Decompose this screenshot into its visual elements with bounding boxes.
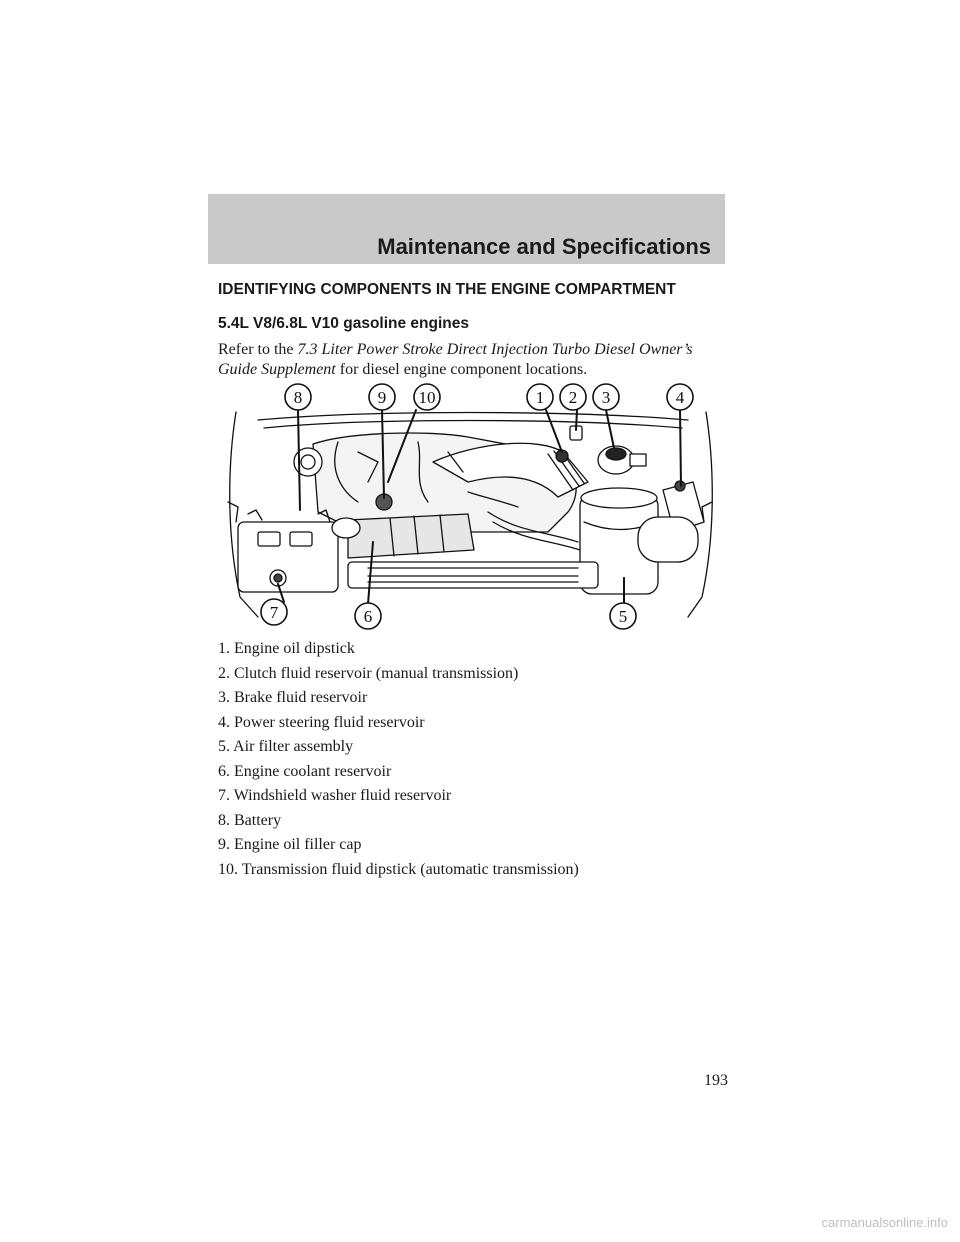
cowl: [258, 413, 688, 421]
callout-3: 3: [601, 388, 611, 407]
callout-6: 6: [363, 607, 373, 626]
list-item: 5. Air filter assembly: [218, 738, 354, 755]
list-item: 8. Battery: [218, 811, 282, 829]
watermark: carmanualsonline.info: [821, 1215, 948, 1230]
callout-1: 1: [535, 388, 545, 407]
battery: [238, 522, 338, 592]
callout-9: 9: [377, 388, 387, 407]
list-item: 7. Windshield washer fluid reservoir: [218, 787, 452, 804]
intro-paragraph: [218, 340, 718, 380]
callout-8: 8: [293, 388, 303, 407]
engine-heading: 5.4L V8/6.8L V10 gasoline engines: [218, 315, 469, 332]
list-item: 9. Engine oil filler cap: [218, 836, 362, 853]
section-title: Maintenance and Specifications: [377, 234, 711, 259]
header-band: [208, 194, 725, 264]
list-item: 2. Clutch fluid reservoir (manual transmission): [218, 664, 519, 682]
callout-4: 4: [675, 388, 685, 407]
intro-suffix: for diesel engine component locations.: [335, 361, 588, 378]
callout-2: 2: [568, 388, 578, 407]
callout-5: 5: [618, 607, 628, 626]
list-item: 3. Brake fluid reservoir: [218, 689, 368, 706]
list-item: 4. Power steering fluid reservoir: [218, 713, 425, 731]
page-number: 193: [704, 1072, 728, 1089]
intro-prefix: Refer to the: [218, 341, 298, 358]
list-item: 10. Transmission fluid dipstick (automatic transmission): [218, 860, 579, 878]
callout-10: 10: [418, 388, 436, 407]
radiator-support: [348, 562, 598, 588]
callout-7: 7: [269, 603, 279, 622]
list-item: 6. Engine coolant reservoir: [218, 762, 392, 780]
list-item: 1. Engine oil dipstick: [218, 640, 355, 657]
page-heading: IDENTIFYING COMPONENTS IN THE ENGINE COMPARTMENT: [218, 281, 676, 298]
component-list: [218, 637, 579, 882]
engine-compartment-diagram: [218, 382, 722, 632]
coolant-reservoir: [348, 514, 474, 558]
supplement-title: 7.3 Liter Power Stroke Direct Injection Turbo Diesel Owner’s Guide Supplement: [218, 341, 693, 378]
